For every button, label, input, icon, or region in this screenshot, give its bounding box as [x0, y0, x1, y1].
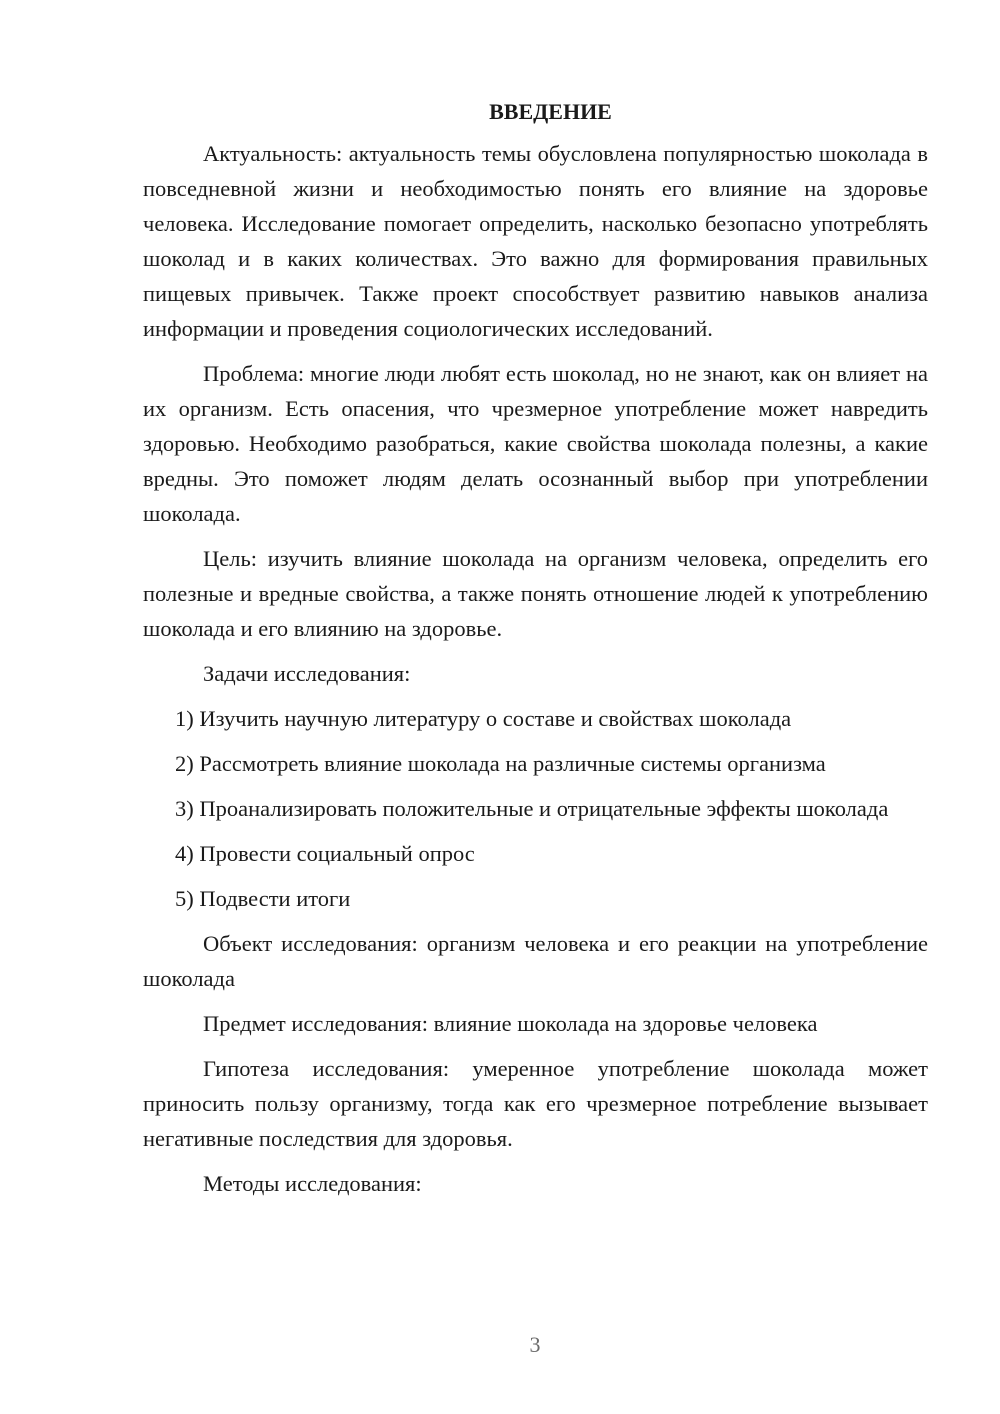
task-item: 4) Провести социальный опрос	[175, 841, 475, 866]
relevance-paragraph: Актуальность: актуальность темы обусловлена популярностью шоколада в повседневной жизни и необходимостью понять его влияние на здоровье человека. Исследование помогает определить, насколько безопасно употреблять шоколад и в каких количествах. Это важно для формирования правильных пищевых привычек. Также проект способствует развитию навыков анализа информации и проведения социологических исследований.	[143, 141, 928, 341]
page-number: 3	[529, 1332, 541, 1357]
goal-paragraph: Цель: изучить влияние шоколада на организм человека, определить его полезные и вредные свойства, а также понять отношение людей к употреблению шоколада и его влиянию на здоровье.	[143, 546, 928, 641]
task-item: 5) Подвести итоги	[175, 886, 351, 911]
page-content	[143, 96, 928, 1211]
hypothesis-paragraph: Гипотеза исследования: умеренное употребление шоколада может приносить пользу организму, тогда как его чрезмерное потребление вызывает негативные последствия для здоровья.	[143, 1056, 928, 1151]
task-item: 3) Проанализировать положительные и отрицательные эффекты шоколада	[175, 796, 889, 821]
subject-paragraph: Предмет исследования: влияние шоколада на здоровье человека	[203, 1011, 818, 1036]
section-title: ВВЕДЕНИЕ	[489, 99, 612, 124]
object-paragraph: Объект исследования: организм человека и его реакции на употребление шоколада	[143, 931, 928, 991]
tasks-heading: Задачи исследования:	[203, 661, 411, 686]
task-item: 1) Изучить научную литературу о составе и свойствах шоколада	[175, 706, 792, 731]
methods-heading: Методы исследования:	[203, 1171, 422, 1196]
problem-paragraph: Проблема: многие люди любят есть шоколад, но не знают, как он влияет на их организм. Есть опасения, что чрезмерное употребление может навредить здоровью. Необходимо разобраться, какие свойства шоколада полезны, а какие вредны. Это поможет людям делать осознанный выбор при употреблении шоколада.	[143, 361, 928, 526]
task-item: 2) Рассмотреть влияние шоколада на различные системы организма	[175, 751, 826, 776]
